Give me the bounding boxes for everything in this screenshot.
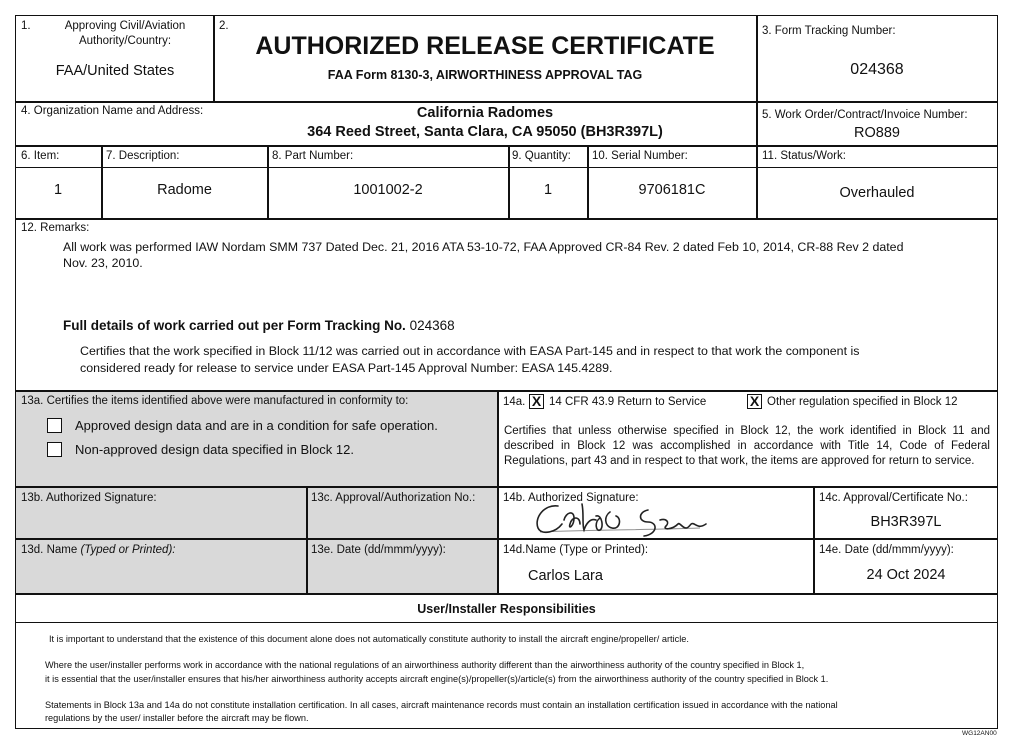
approved-design-checkbox[interactable] (47, 418, 62, 433)
non-approved-design-label: Non-approved design data specified in Block 12. (75, 442, 354, 457)
form-footer-code: WG12AN00 (962, 730, 997, 737)
status-work-label: 11. Status/Work: (762, 150, 846, 162)
item-value: 1 (53, 182, 63, 198)
approving-authority-value: FAA/United States (55, 63, 175, 79)
user-paragraph-3b: regulations by the user/ installer before the aircraft may be flown. (45, 713, 309, 723)
other-regulation-checkbox[interactable]: X (747, 394, 762, 409)
block2-number: 2. (219, 20, 229, 32)
user-paragraph-1: It is important to understand that the existence of this document alone does not automatically constitute authority to install the aircraft engine/propeller/ article. (49, 634, 689, 644)
serial-number-value: 9706181C (638, 182, 706, 198)
return-to-service-checkbox[interactable]: X (529, 394, 544, 409)
remarks-label: 12. Remarks: (21, 222, 90, 234)
work-order-value: RO889 (854, 125, 900, 141)
block1-label-line1: Approving Civil/Aviation (64, 20, 186, 32)
easa-certification-line2: considered ready for release to service under EASA Part-145 Approval Number: EASA 145.4289. (80, 361, 613, 375)
part-number-value: 1001002-2 (353, 182, 423, 198)
authorized-signature (530, 494, 750, 540)
full-details-label: Full details of work carried out per Form Tracking No. (63, 318, 406, 333)
block13c-label: 13c. Approval/Authorization No.: (311, 492, 476, 504)
organization-name: California Radomes (416, 105, 554, 121)
approval-certificate-value: BH3R397L (870, 514, 942, 530)
block14a-label: 14a. (503, 396, 526, 408)
serial-number-label: 10. Serial Number: (592, 150, 688, 162)
block13d-label: 13d. Name (Typed or Printed): (21, 544, 176, 556)
work-order-label: 5. Work Order/Contract/Invoice Number: (762, 109, 968, 121)
description-value: Radome (157, 182, 212, 198)
name-printed-value: Carlos Lara (528, 568, 603, 584)
block1-label-line2: Authority/Country: (78, 35, 172, 47)
non-approved-design-checkbox[interactable] (47, 442, 62, 457)
approved-design-label: Approved design data and are in a condition for safe operation. (75, 418, 438, 433)
block13a-label: 13a. Certifies the items identified above were manufactured in conformity to: (21, 395, 409, 407)
user-paragraph-2b: it is essential that the user/installer ensures that his/her airworthiness authority accepts aircraft engine(s)/propeller(s)/article(s) from the airworthiness authority of the country specified in Block 1. (45, 674, 829, 684)
block14c-label: 14c. Approval/Certificate No.: (819, 492, 968, 504)
tracking-number-value: 024368 (850, 61, 904, 78)
user-paragraph-3a: Statements in Block 13a and 14a do not constitute installation certification. In all cases, aircraft maintenance records must contain an installation certification issued in accordance with the national (45, 700, 838, 710)
quantity-value: 1 (543, 182, 553, 198)
block13e-label: 13e. Date (dd/mmm/yyyy): (311, 544, 446, 556)
description-label: 7. Description: (106, 150, 180, 162)
user-responsibilities-title: User/Installer Responsibilities (417, 602, 596, 616)
form-title: AUTHORIZED RELEASE CERTIFICATE (255, 32, 715, 60)
organization-address: 364 Reed Street, Santa Clara, CA 95050 (BH3R397L) (307, 124, 663, 140)
block14-certification-text: Certifies that unless otherwise specified in Block 12, the work identified in Block 11 and described in Block 12 was accomplished in accordance with Title 14, Code of Federal Regulations, part 43 and in respect to that work, the items are approved for return to service. (504, 425, 990, 467)
full-details-number: 024368 (409, 318, 455, 333)
tracking-number-label: 3. Form Tracking Number: (762, 25, 896, 37)
block1-number: 1. (21, 20, 31, 32)
block14e-label: 14e. Date (dd/mmm/yyyy): (819, 544, 954, 556)
organization-label: 4. Organization Name and Address: (21, 105, 204, 117)
remarks-line1: All work was performed IAW Nordam SMM 737 Dated Dec. 21, 2016 ATA 53-10-72, FAA Approved CR-84 Rev. 2 dated Feb 10, 2014, CR-88 Rev 2 dated (63, 240, 904, 254)
easa-certification-line1: Certifies that the work specified in Block 11/12 was carried out in accordance with EASA Part-145 and in respect to that work the component is (80, 344, 860, 358)
part-number-label: 8. Part Number: (272, 150, 354, 162)
return-to-service-label: 14 CFR 43.9 Return to Service (549, 396, 707, 408)
status-work-value: Overhauled (839, 185, 915, 201)
block14d-label: 14d.Name (Type or Printed): (503, 544, 649, 556)
quantity-label: 9. Quantity: (512, 150, 571, 162)
user-paragraph-2a: Where the user/installer performs work in accordance with the national regulations of an airworthiness authority different than the airworthiness authority of the country specified in Block 1, (45, 660, 805, 670)
full-details-line (63, 318, 455, 334)
date-value: 24 Oct 2024 (866, 567, 946, 583)
block14b-label: 14b. Authorized Signature: (503, 492, 639, 504)
remarks-line2: Nov. 23, 2010. (63, 256, 143, 270)
other-regulation-label: Other regulation specified in Block 12 (767, 396, 958, 408)
form-subtitle: FAA Form 8130-3, AIRWORTHINESS APPROVAL TAG (327, 68, 643, 82)
block13b-label: 13b. Authorized Signature: (21, 492, 157, 504)
item-label: 6. Item: (21, 150, 60, 162)
